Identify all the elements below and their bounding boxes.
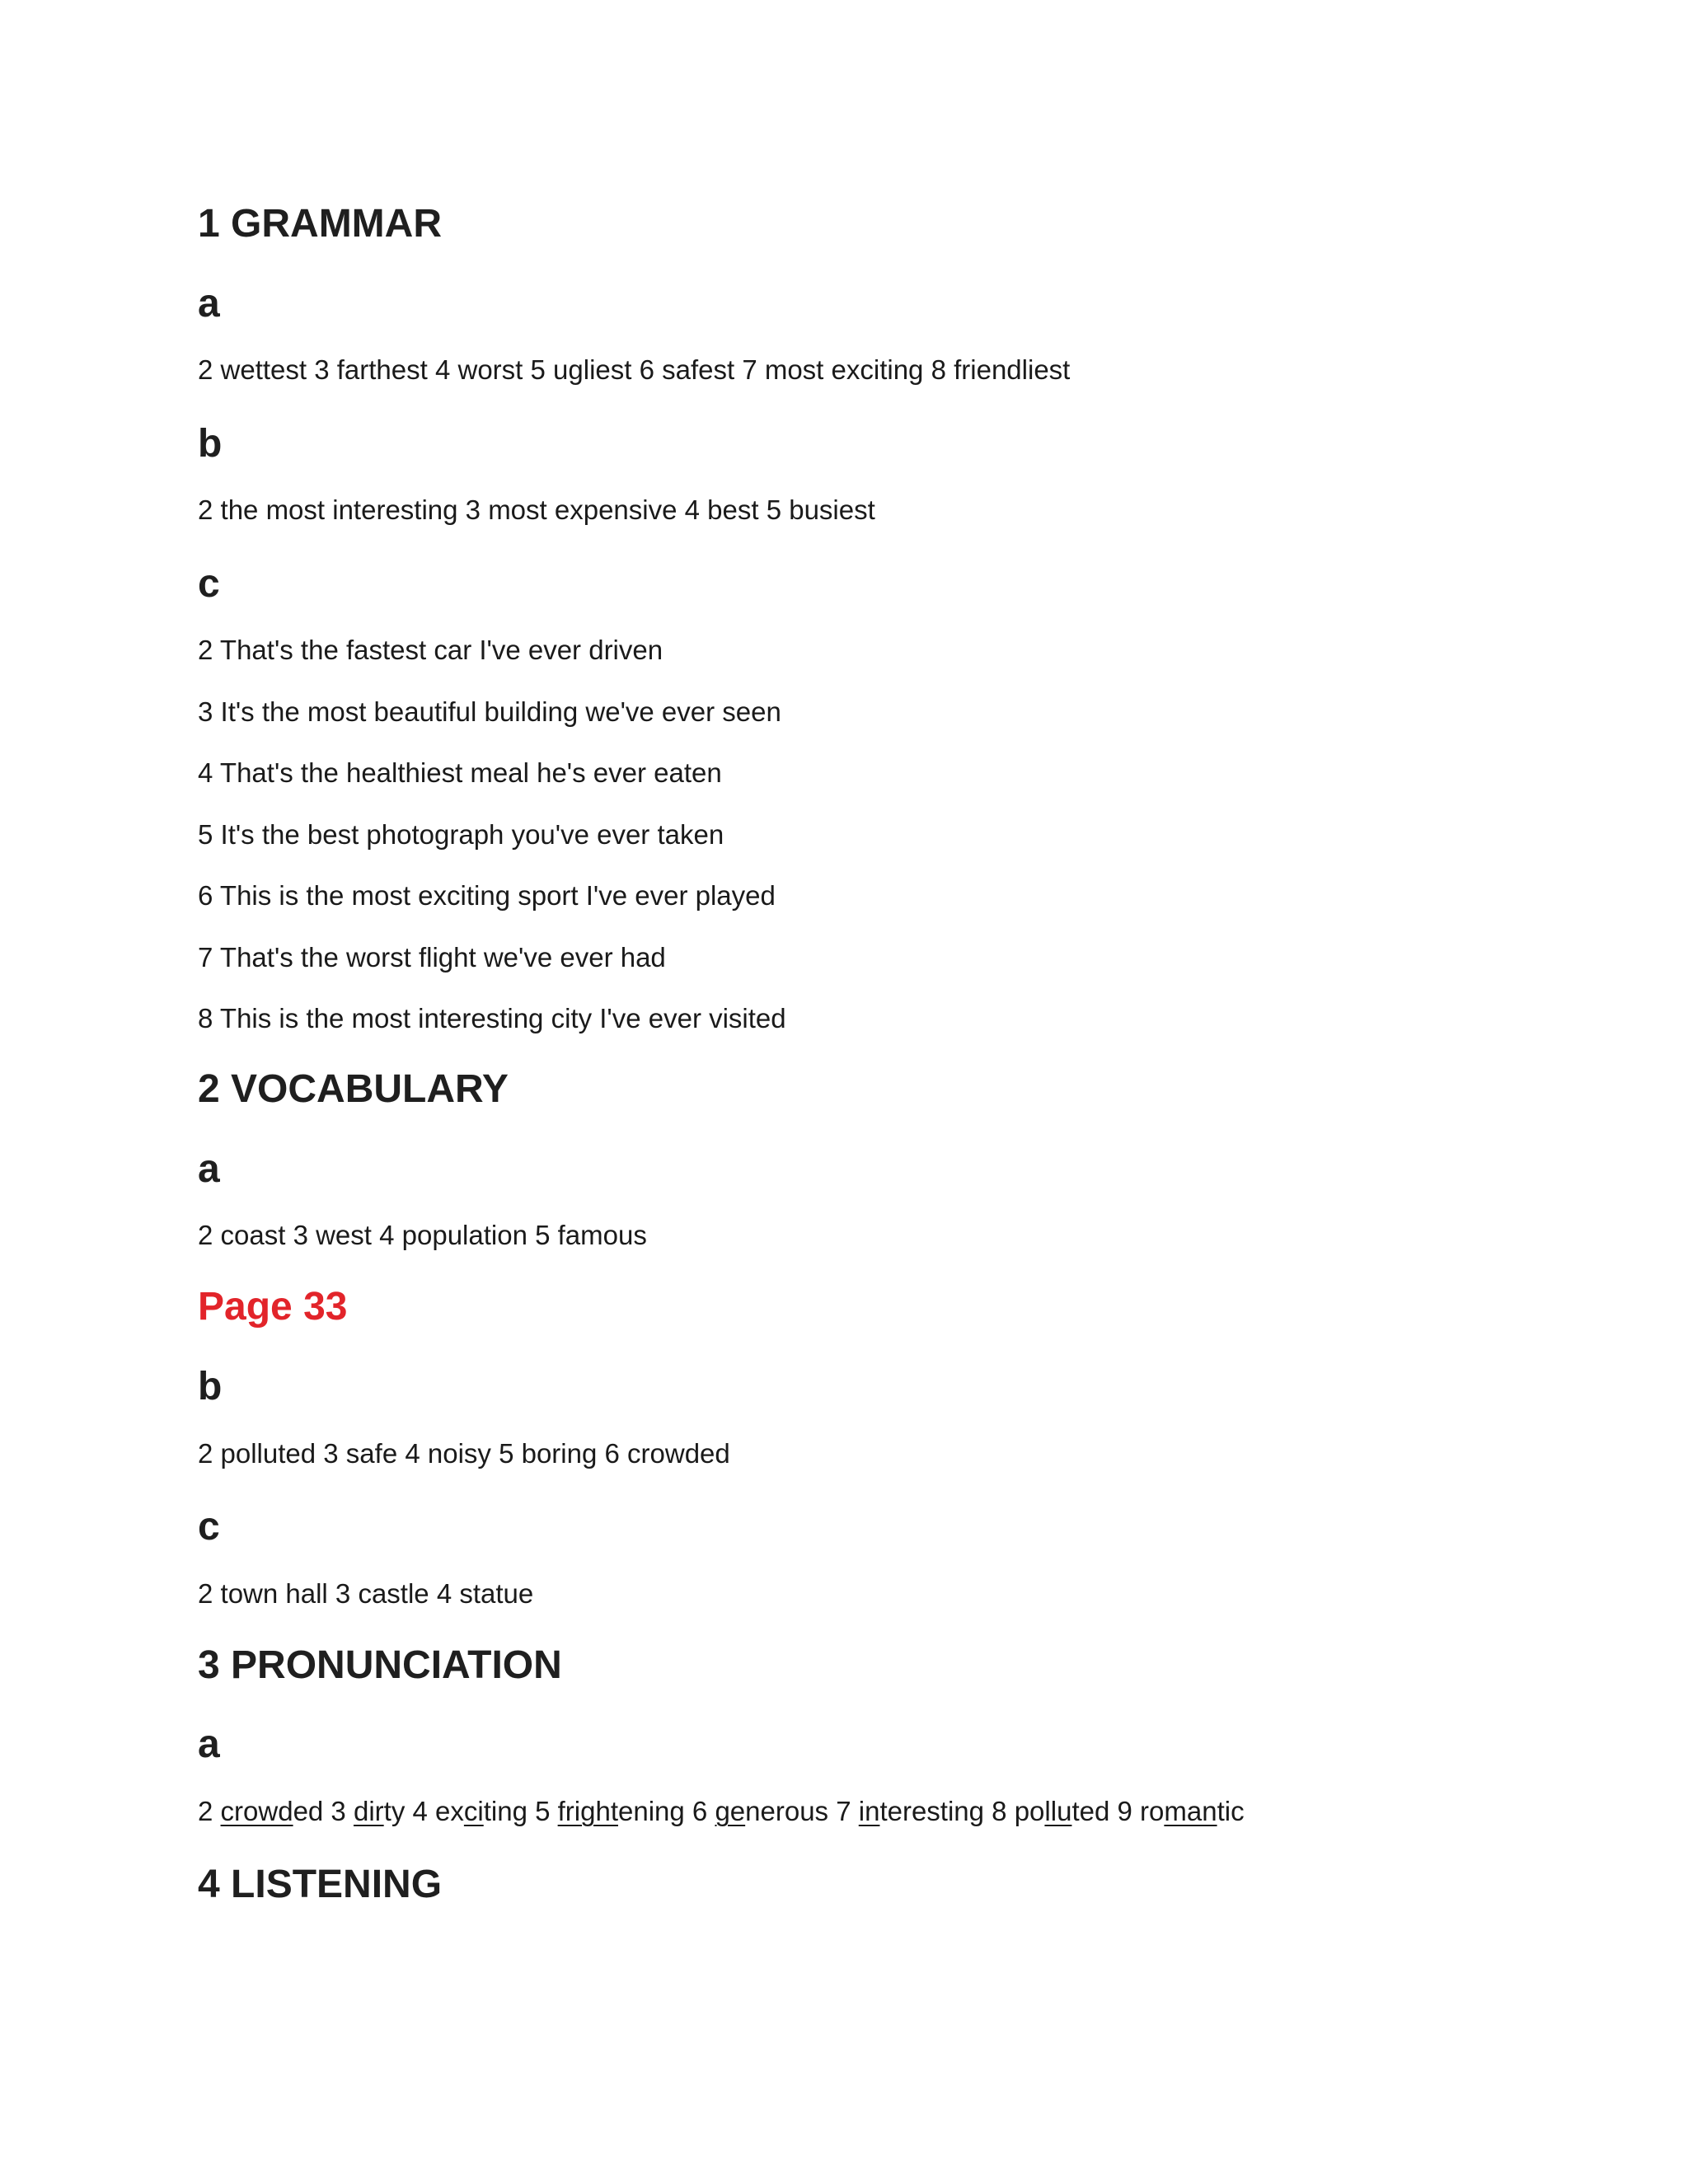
stressed-segment: dir — [353, 1796, 384, 1826]
section-title-grammar: 1 GRAMMAR — [198, 202, 442, 246]
grammar-subheading-a: a — [198, 282, 220, 326]
grammar-answer-c-line: 7 That's the worst flight we've ever had — [198, 942, 666, 972]
grammar-answer-c-line: 8 This is the most interesting city I've ever visited — [198, 1003, 786, 1033]
vocabulary-subheading-c: c — [198, 1505, 220, 1549]
stressed-segment: ge — [715, 1796, 746, 1826]
stressed-segment: ci — [463, 1796, 484, 1826]
grammar-answer-c-line: 2 That's the fastest car I've ever driven — [198, 635, 663, 665]
section-title-vocabulary: 2 VOCABULARY — [198, 1067, 509, 1111]
stressed-segment: fright — [557, 1796, 618, 1826]
grammar-answer-c-line: 6 This is the most exciting sport I've ever played — [198, 880, 776, 911]
section-title-pronunciation: 3 PRONUNCIATION — [198, 1643, 562, 1687]
grammar-answer-c-line: 5 It's the best photograph you've ever taken — [198, 819, 724, 850]
page-marker: Page 33 — [198, 1285, 348, 1329]
stressed-segment: in — [858, 1796, 880, 1826]
grammar-answers-b: 2 the most interesting 3 most expensive 4 best 5 busiest — [198, 494, 875, 525]
grammar-subheading-b: b — [198, 422, 223, 466]
text-segment: ty 4 ex — [383, 1796, 464, 1826]
vocabulary-answers-c: 2 town hall 3 castle 4 statue — [198, 1578, 534, 1609]
pronunciation-subheading-a: a — [198, 1722, 220, 1766]
grammar-answer-c-line: 4 That's the healthiest meal he's ever eaten — [198, 757, 722, 788]
text-segment: ening 6 — [618, 1796, 715, 1826]
stressed-segment: man — [1164, 1796, 1217, 1826]
text-segment: 2 — [198, 1796, 221, 1826]
pronunciation-answers-a — [198, 1797, 1245, 1825]
vocabulary-subheading-a: a — [198, 1147, 220, 1191]
text-segment: teresting 8 po — [879, 1796, 1045, 1826]
section-title-listening: 4 LISTENING — [198, 1863, 443, 1906]
text-segment: tic — [1217, 1796, 1245, 1826]
grammar-subheading-c: c — [198, 562, 220, 606]
stressed-segment: llu — [1044, 1796, 1072, 1826]
text-segment: ted 9 ro — [1071, 1796, 1165, 1826]
grammar-answer-c-line: 3 It's the most beautiful building we've ever seen — [198, 696, 781, 727]
text-segment: ed 3 — [293, 1796, 354, 1826]
stressed-segment: crowd — [220, 1796, 293, 1826]
vocabulary-subheading-b: b — [198, 1365, 223, 1408]
text-segment: nerous 7 — [745, 1796, 859, 1826]
text-segment: ting 5 — [483, 1796, 558, 1826]
grammar-answers-a: 2 wettest 3 farthest 4 worst 5 ugliest 6 safest 7 most exciting 8 friendliest — [198, 354, 1071, 385]
vocabulary-answers-b: 2 polluted 3 safe 4 noisy 5 boring 6 crowded — [198, 1438, 730, 1469]
vocabulary-answers-a: 2 coast 3 west 4 population 5 famous — [198, 1220, 647, 1250]
